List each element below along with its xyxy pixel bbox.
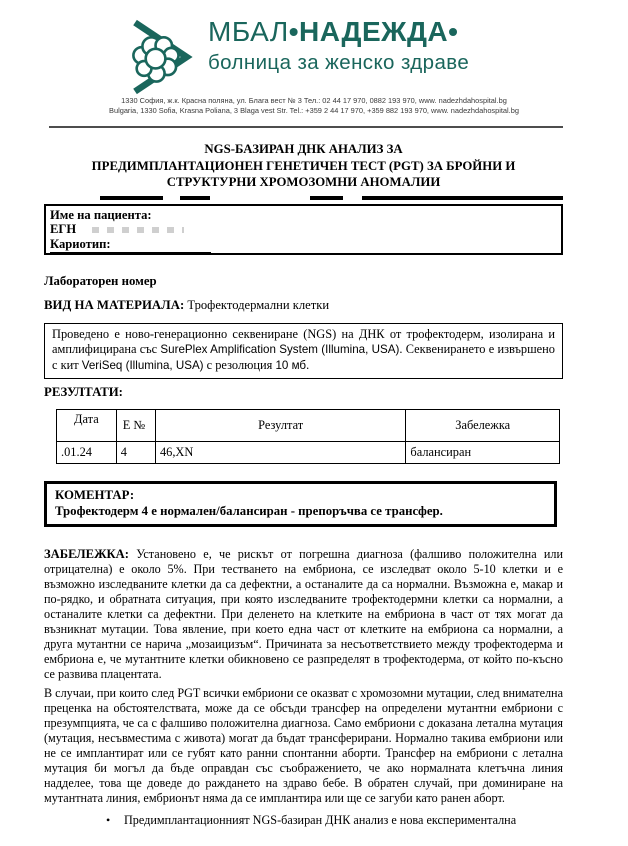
method-kit-name: SurePlex Amplification System (Illumina, USA) xyxy=(160,343,400,357)
note-label: ЗАБЕЛЕЖКА: xyxy=(44,546,129,561)
patient-name-row xyxy=(50,208,555,223)
header-divider xyxy=(49,126,563,128)
note-paragraph-1 xyxy=(44,547,563,682)
title-line-1: NGS-БАЗИРАН ДНК АНАЛИЗ ЗА xyxy=(204,142,403,156)
bullet-icon: • xyxy=(106,812,111,827)
title-line-2: ПРЕДИМПЛАНТАЦИОНЕН ГЕНЕТИЧЕН ТЕСТ (PGT) ЗА БРОЙНИ И xyxy=(91,158,516,173)
patient-info-box xyxy=(44,204,563,255)
comment-text: Трофектодерм 4 е нормален/балансиран - препоръчва се трансфер. xyxy=(55,503,443,518)
redaction-bar xyxy=(362,196,563,200)
material-row xyxy=(44,298,563,313)
method-resolution: 10 мб xyxy=(275,359,307,373)
patient-karyotype-row xyxy=(50,237,555,253)
redaction-bars xyxy=(44,195,563,204)
cell-date: .01.24 xyxy=(57,441,117,463)
address-line-bg: 1330 София, ж.к. Красна поляна, ул. Блага вест № 3 Тел.: 02 44 17 970, 0882 193 970, www. nadezhdahospital.bg xyxy=(121,96,507,105)
redaction-bar xyxy=(180,196,210,200)
lab-number-label: Лабораторен номер xyxy=(44,273,157,288)
redaction-bar xyxy=(310,196,343,200)
col-header-embryo-number: Е № xyxy=(116,409,155,441)
method-text: . xyxy=(306,358,310,373)
hospital-tagline: болница за женско здраве xyxy=(208,51,470,74)
hospital-logo-text xyxy=(208,18,469,74)
patient-karyotype-label: Кариотип: xyxy=(50,237,211,253)
patient-egn-row xyxy=(50,222,555,237)
bullet-text: Предимплантационният NGS-базиран ДНК анализ е нова експериментална xyxy=(124,812,517,827)
note-bullet-item xyxy=(44,813,563,828)
hospital-name: МБАЛ•НАДЕЖДА• xyxy=(208,16,459,47)
document-title xyxy=(44,141,563,191)
comment-box xyxy=(44,481,557,527)
results-table xyxy=(56,409,560,464)
col-header-note: Забележка xyxy=(406,409,560,441)
method-text: Проведено е ново-генерационно секвениране (NGS) на ДНК от трофектодерм, изолирана и амплифицирана със xyxy=(52,326,555,357)
results-header-row xyxy=(57,409,560,441)
method-text: . Секвенирането е извършено с кит xyxy=(52,342,555,373)
patient-egn-label: ЕГН xyxy=(50,222,77,237)
method-kit-name: VeriSeq (Illumina, USA) xyxy=(81,359,204,373)
method-description-box xyxy=(44,323,563,379)
results-heading: РЕЗУЛТАТИ: xyxy=(44,384,123,399)
col-header-date: Дата xyxy=(57,409,117,441)
hospital-header xyxy=(0,0,628,130)
material-value: Трофектодермални клетки xyxy=(187,297,330,312)
redaction-bar xyxy=(100,196,163,200)
hospital-logo-icon xyxy=(116,16,200,98)
cell-result: 46,XN xyxy=(155,441,405,463)
note-text-1: Установено е, че рискът от погрешна диагноза (фалшиво положителна или отрицателна) е около 5%. При тестването на ембриона, се изследват около 5-10 клетки и е възможно изследваните клетки да са дефектни, а останалите да са нормални. Възможна е, макар и по-рядко, и обратната ситуация, при която изследваните трофектодермни клетки са нормални, а останалите клетки са дефектни. При деленето на клетките на ембриона в част от тях могат да възникнат мутации. Това явление, при което една част от клетките на ембриона са нормални, а друга мутантни се нарича „мозаицизъм“. Причината за несъответствието между трофектодерма и ембриона е, че мутантните клетки обикновено се разпределят в трофектодерма, от който по-късно се развива плацентата. xyxy=(44,546,563,681)
material-label: ВИД НА МАТЕРИАЛА: xyxy=(44,297,185,312)
comment-label: КОМЕНТАР: xyxy=(55,487,135,502)
note-paragraph-2: В случаи, при които след PGT всички ембриони се оказват с хромозомни мутации, след внимателна преценка на обстоятелствата, може да се обсъди трансфер на определени мутантни ембриони с презумпцията, че са с фалшиво положителна диагноза. Само ембриони с доказана летална мутация (мутация, несъвместима с живота) могат да бъдат трансферирани. Нормално такива ембриони или не се имплантират или се губят като ранни спонтанни аборти. Трансфер на ембриони с летална мутация би могъл да бъде оправдан със съображението, че ако нормалната клетъчна линия надделее, това ще доведе до раждането на здраво бебе. В обратен случай, при доминиране на мутантната линия, ембрионът няма да се имплантира или ще се загуби като ранен аборт. xyxy=(44,685,563,805)
patient-name-label: Име на пациента: xyxy=(50,207,152,222)
cell-embryo-number: 4 xyxy=(116,441,155,463)
address-line-en: Bulgaria, 1330 Sofia, Krasna Poliana, 3 Blaga vest Str. Tel.: +359 2 44 17 970, +359 882 193 970, www. nadezhdahospital.bg xyxy=(109,106,519,115)
hospital-address xyxy=(0,96,628,116)
method-text: с резолюция xyxy=(203,358,276,373)
redacted-egn-value xyxy=(92,227,184,233)
cell-note: балансиран xyxy=(406,441,560,463)
title-line-3: СТРУКТУРНИ ХРОМОЗОМНИ АНОМАЛИИ xyxy=(166,175,441,189)
results-data-row xyxy=(57,441,560,463)
col-header-result: Резултат xyxy=(155,409,405,441)
